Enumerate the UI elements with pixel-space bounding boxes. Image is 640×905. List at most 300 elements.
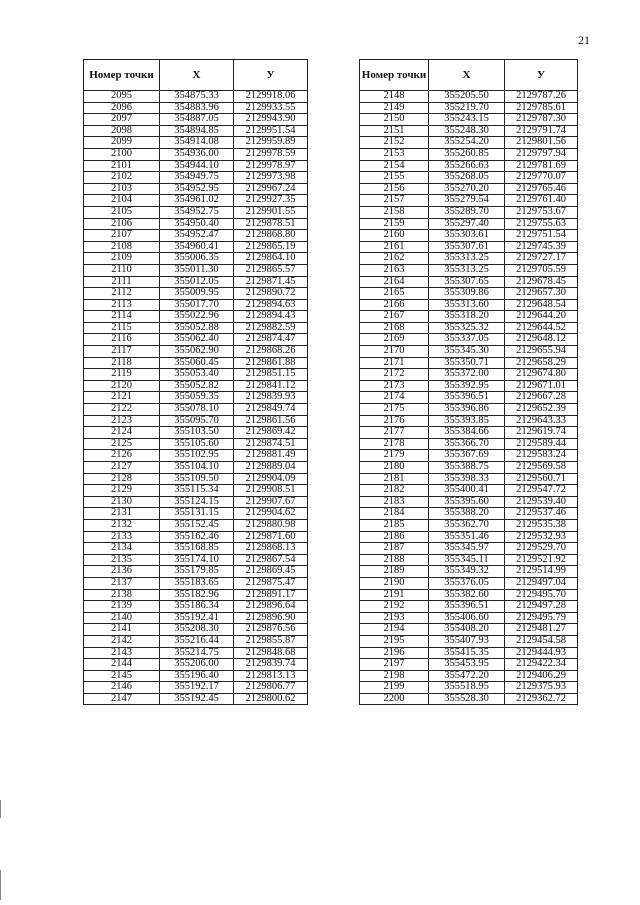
cell-y: 2129868.13 [234,543,308,555]
table-row [84,612,308,624]
cell-point-number: 2191 [360,589,429,601]
table-row [360,404,578,416]
cell-y: 2129644.20 [505,311,578,323]
cell-point-number: 2151 [360,125,429,137]
table-row [84,670,308,682]
cell-y: 2129890.72 [234,288,308,300]
cell-point-number: 2130 [84,496,160,508]
cell-point-number: 2197 [360,659,429,671]
table-row [84,450,308,462]
cell-y: 2129867.54 [234,554,308,566]
cell-y: 2129904.09 [234,473,308,485]
cell-point-number: 2178 [360,438,429,450]
cell-point-number: 2176 [360,415,429,427]
cell-x: 354952.75 [160,206,234,218]
cell-point-number: 2193 [360,612,429,624]
table-row [84,519,308,531]
table-row [84,369,308,381]
cell-x: 355396.51 [429,392,505,404]
cell-x: 354950.40 [160,218,234,230]
table-row [84,427,308,439]
cell-x: 355367.69 [429,450,505,462]
table-row [84,172,308,184]
cell-point-number: 2119 [84,369,160,381]
cell-x: 355216.44 [160,635,234,647]
table-row [84,137,308,149]
cell-point-number: 2137 [84,577,160,589]
table-row [84,299,308,311]
cell-x: 355313.25 [429,253,505,265]
table-row [360,334,578,346]
table-row [84,693,308,705]
cell-x: 355260.85 [429,148,505,160]
cell-x: 355297.40 [429,218,505,230]
cell-y: 2129745.39 [505,241,578,253]
table-row [84,91,308,103]
table-row [360,311,578,323]
cell-y: 2129648.54 [505,299,578,311]
table-row [360,670,578,682]
table-header-row [84,60,308,91]
cell-y: 2129444.93 [505,647,578,659]
cell-point-number: 2169 [360,334,429,346]
cell-y: 2129765.46 [505,183,578,195]
cell-y: 2129422.34 [505,659,578,671]
table-row [360,206,578,218]
table-row [360,322,578,334]
cell-y: 2129851.15 [234,369,308,381]
cell-x: 355309.86 [429,288,505,300]
cell-x: 355006.35 [160,253,234,265]
cell-y: 2129532.93 [505,531,578,543]
cell-point-number: 2166 [360,299,429,311]
cell-y: 2129806.77 [234,682,308,694]
table-row [360,91,578,103]
cell-point-number: 2171 [360,357,429,369]
cell-x: 355376.05 [429,577,505,589]
cell-y: 2129878.51 [234,218,308,230]
cell-point-number: 2133 [84,531,160,543]
cell-point-number: 2114 [84,311,160,323]
cell-point-number: 2200 [360,693,429,705]
table-row [360,543,578,555]
cell-point-number: 2194 [360,624,429,636]
cell-point-number: 2181 [360,473,429,485]
cell-x: 355254.20 [429,137,505,149]
cell-x: 355115.34 [160,485,234,497]
cell-point-number: 2136 [84,566,160,578]
cell-y: 2129839.93 [234,392,308,404]
table-row [84,288,308,300]
cell-y: 2129881.49 [234,450,308,462]
cell-point-number: 2123 [84,415,160,427]
cell-point-number: 2189 [360,566,429,578]
cell-point-number: 2154 [360,160,429,172]
coordinates-table-left [83,59,308,705]
cell-point-number: 2184 [360,508,429,520]
cell-y: 2129849.74 [234,404,308,416]
cell-point-number: 2143 [84,647,160,659]
cell-y: 2129868.26 [234,346,308,358]
table-row [360,693,578,705]
cell-y: 2129901.55 [234,206,308,218]
cell-point-number: 2110 [84,264,160,276]
cell-point-number: 2163 [360,264,429,276]
cell-x: 355453.95 [429,659,505,671]
cell-y: 2129589.44 [505,438,578,450]
cell-point-number: 2144 [84,659,160,671]
table-row [360,264,578,276]
table-row [360,519,578,531]
table-row [360,682,578,694]
cell-y: 2129755.63 [505,218,578,230]
cell-y: 2129495.79 [505,612,578,624]
table-row [360,531,578,543]
cell-y: 2129876.56 [234,624,308,636]
cell-point-number: 2117 [84,346,160,358]
cell-point-number: 2158 [360,206,429,218]
cell-y: 2129978.59 [234,148,308,160]
cell-y: 2129959.89 [234,137,308,149]
cell-x: 355345.30 [429,346,505,358]
cell-y: 2129874.47 [234,334,308,346]
cell-x: 355384.66 [429,427,505,439]
cell-point-number: 2126 [84,450,160,462]
cell-point-number: 2172 [360,369,429,381]
cell-y: 2129896.90 [234,612,308,624]
cell-x: 355062.40 [160,334,234,346]
table-row [360,659,578,671]
table-row [360,635,578,647]
cell-point-number: 2134 [84,543,160,555]
table-row [84,601,308,613]
cell-point-number: 2145 [84,670,160,682]
cell-y: 2129529.70 [505,543,578,555]
cell-y: 2129861.56 [234,415,308,427]
table-row [360,380,578,392]
cell-y: 2129791.74 [505,125,578,137]
cell-y: 2129753.67 [505,206,578,218]
cell-x: 355109.50 [160,473,234,485]
cell-y: 2129797.94 [505,148,578,160]
table-row [360,299,578,311]
table-row [84,496,308,508]
cell-x: 355052.88 [160,322,234,334]
cell-y: 2129674.80 [505,369,578,381]
cell-x: 355313.25 [429,264,505,276]
cell-x: 355362.70 [429,519,505,531]
cell-x: 355131.15 [160,508,234,520]
cell-y: 2129927.35 [234,195,308,207]
cell-y: 2129678.45 [505,276,578,288]
cell-x: 355103.50 [160,427,234,439]
cell-x: 355206.00 [160,659,234,671]
table-row [84,543,308,555]
cell-point-number: 2180 [360,462,429,474]
cell-point-number: 2125 [84,438,160,450]
table-row [360,357,578,369]
table-row [360,218,578,230]
cell-x: 355325.32 [429,322,505,334]
cell-y: 2129521.92 [505,554,578,566]
cell-point-number: 2156 [360,183,429,195]
cell-point-number: 2147 [84,693,160,705]
table-row [84,392,308,404]
cell-point-number: 2199 [360,682,429,694]
cell-x: 355400.41 [429,485,505,497]
page-number: 21 [578,33,590,47]
cell-y: 2129978.97 [234,160,308,172]
cell-y: 2129839.74 [234,659,308,671]
table-row [360,195,578,207]
cell-y: 2129951.54 [234,125,308,137]
cell-y: 2129375.93 [505,682,578,694]
cell-y: 2129801.56 [505,137,578,149]
cell-x: 355396.86 [429,404,505,416]
cell-x: 355372.00 [429,369,505,381]
cell-point-number: 2141 [84,624,160,636]
cell-y: 2129671.01 [505,380,578,392]
cell-x: 355388.20 [429,508,505,520]
cell-point-number: 2140 [84,612,160,624]
table-row [360,241,578,253]
cell-point-number: 2107 [84,230,160,242]
cell-x: 355105.60 [160,438,234,450]
header-x: X [160,60,234,91]
cell-point-number: 2155 [360,172,429,184]
cell-x: 355407.93 [429,635,505,647]
cell-x: 355205.50 [429,91,505,103]
cell-x: 355349.32 [429,566,505,578]
cell-point-number: 2121 [84,392,160,404]
table-row [84,635,308,647]
table-row [84,114,308,126]
table-row [360,288,578,300]
cell-x: 355388.75 [429,462,505,474]
cell-x: 355011.30 [160,264,234,276]
cell-x: 355168.85 [160,543,234,555]
coordinates-table-right [359,59,578,705]
cell-x: 355345.11 [429,554,505,566]
cell-y: 2129535.38 [505,519,578,531]
cell-y: 2129894.63 [234,299,308,311]
cell-point-number: 2177 [360,427,429,439]
cell-y: 2129583.24 [505,450,578,462]
table-row [84,334,308,346]
cell-y: 2129908.51 [234,485,308,497]
cell-x: 355179.85 [160,566,234,578]
cell-y: 2129865.19 [234,241,308,253]
cell-point-number: 2173 [360,380,429,392]
cell-point-number: 2195 [360,635,429,647]
cell-point-number: 2116 [84,334,160,346]
table-row [84,566,308,578]
cell-x: 355053.40 [160,369,234,381]
table-row [360,589,578,601]
table-row [84,554,308,566]
cell-x: 355174.10 [160,554,234,566]
cell-point-number: 2112 [84,288,160,300]
cell-x: 355196.40 [160,670,234,682]
cell-x: 355398.33 [429,473,505,485]
cell-y: 2129761.40 [505,195,578,207]
table-row [84,438,308,450]
cell-y: 2129967.24 [234,183,308,195]
cell-y: 2129973.98 [234,172,308,184]
table-row [360,496,578,508]
cell-x: 355268.05 [429,172,505,184]
cell-x: 355350.71 [429,357,505,369]
cell-point-number: 2097 [84,114,160,126]
cell-y: 2129813.13 [234,670,308,682]
table-row [84,102,308,114]
cell-y: 2129875.47 [234,577,308,589]
cell-y: 2129894.43 [234,311,308,323]
table-row [360,137,578,149]
table-row [84,659,308,671]
cell-x: 355102.95 [160,450,234,462]
cell-y: 2129864.10 [234,253,308,265]
cell-x: 355060.45 [160,357,234,369]
cell-x: 354944.10 [160,160,234,172]
cell-y: 2129868.80 [234,230,308,242]
cell-y: 2129560.71 [505,473,578,485]
table-row [84,230,308,242]
cell-point-number: 2111 [84,276,160,288]
table-row [360,172,578,184]
cell-x: 355406.60 [429,612,505,624]
cell-point-number: 2148 [360,91,429,103]
cell-x: 354887.05 [160,114,234,126]
table-row [84,508,308,520]
cell-x: 355408.20 [429,624,505,636]
cell-y: 2129907.67 [234,496,308,508]
cell-point-number: 2102 [84,172,160,184]
cell-point-number: 2096 [84,102,160,114]
table-row [84,415,308,427]
cell-y: 2129918.06 [234,91,308,103]
cell-y: 2129880.98 [234,519,308,531]
cell-point-number: 2120 [84,380,160,392]
table-header-row [360,60,578,91]
cell-point-number: 2115 [84,322,160,334]
cell-x: 355396.51 [429,601,505,613]
cell-point-number: 2100 [84,148,160,160]
table-row [360,346,578,358]
cell-x: 355303.61 [429,230,505,242]
header-point-number: Номер точки [84,60,160,91]
cell-x: 355279.54 [429,195,505,207]
cell-y: 2129619.74 [505,427,578,439]
cell-point-number: 2113 [84,299,160,311]
cell-point-number: 2150 [360,114,429,126]
cell-y: 2129537.46 [505,508,578,520]
cell-point-number: 2142 [84,635,160,647]
cell-x: 355022.96 [160,311,234,323]
cell-y: 2129454.58 [505,635,578,647]
cell-y: 2129871.45 [234,276,308,288]
table-row [360,102,578,114]
cell-x: 354949.75 [160,172,234,184]
table-row [360,276,578,288]
table-row [84,473,308,485]
cell-x: 354883.96 [160,102,234,114]
cell-x: 355095.70 [160,415,234,427]
cell-x: 355243.15 [429,114,505,126]
header-y: У [505,60,578,91]
cell-y: 2129855.87 [234,635,308,647]
cell-x: 354952.47 [160,230,234,242]
cell-x: 355078.10 [160,404,234,416]
table-row [84,160,308,172]
cell-y: 2129874.51 [234,438,308,450]
table-row [84,276,308,288]
table-row [84,311,308,323]
cell-y: 2129727.17 [505,253,578,265]
table-row [360,230,578,242]
cell-x: 355192.17 [160,682,234,694]
cell-x: 355307.61 [429,241,505,253]
header-y: У [234,60,308,91]
cell-point-number: 2159 [360,218,429,230]
table-row [360,183,578,195]
cell-x: 355162.46 [160,531,234,543]
cell-point-number: 2179 [360,450,429,462]
cell-point-number: 2095 [84,91,160,103]
table-row [84,206,308,218]
cell-x: 355318.20 [429,311,505,323]
cell-x: 354952.95 [160,183,234,195]
cell-x: 355012.05 [160,276,234,288]
cell-y: 2129657.30 [505,288,578,300]
cell-point-number: 2161 [360,241,429,253]
cell-y: 2129882.59 [234,322,308,334]
cell-point-number: 2118 [84,357,160,369]
cell-point-number: 2165 [360,288,429,300]
table-row [360,427,578,439]
table-row [84,682,308,694]
cell-point-number: 2101 [84,160,160,172]
cell-y: 2129904.62 [234,508,308,520]
cell-point-number: 2152 [360,137,429,149]
cell-y: 2129781.69 [505,160,578,172]
scan-edge-mark [0,800,1,818]
cell-y: 2129751.54 [505,230,578,242]
table-row [360,125,578,137]
table-row [360,450,578,462]
cell-point-number: 2182 [360,485,429,497]
cell-y: 2129481.27 [505,624,578,636]
cell-x: 354894.85 [160,125,234,137]
cell-point-number: 2185 [360,519,429,531]
cell-y: 2129871.60 [234,531,308,543]
cell-y: 2129644.52 [505,322,578,334]
cell-point-number: 2175 [360,404,429,416]
cell-y: 2129869.45 [234,566,308,578]
cell-x: 355052.82 [160,380,234,392]
cell-y: 2129705.59 [505,264,578,276]
table-row [84,183,308,195]
cell-point-number: 2153 [360,148,429,160]
cell-y: 2129785.61 [505,102,578,114]
cell-point-number: 2104 [84,195,160,207]
cell-y: 2129861.88 [234,357,308,369]
cell-y: 2129658.29 [505,357,578,369]
table-row [360,369,578,381]
cell-y: 2129652.39 [505,404,578,416]
table-row [84,148,308,160]
table-row [84,624,308,636]
